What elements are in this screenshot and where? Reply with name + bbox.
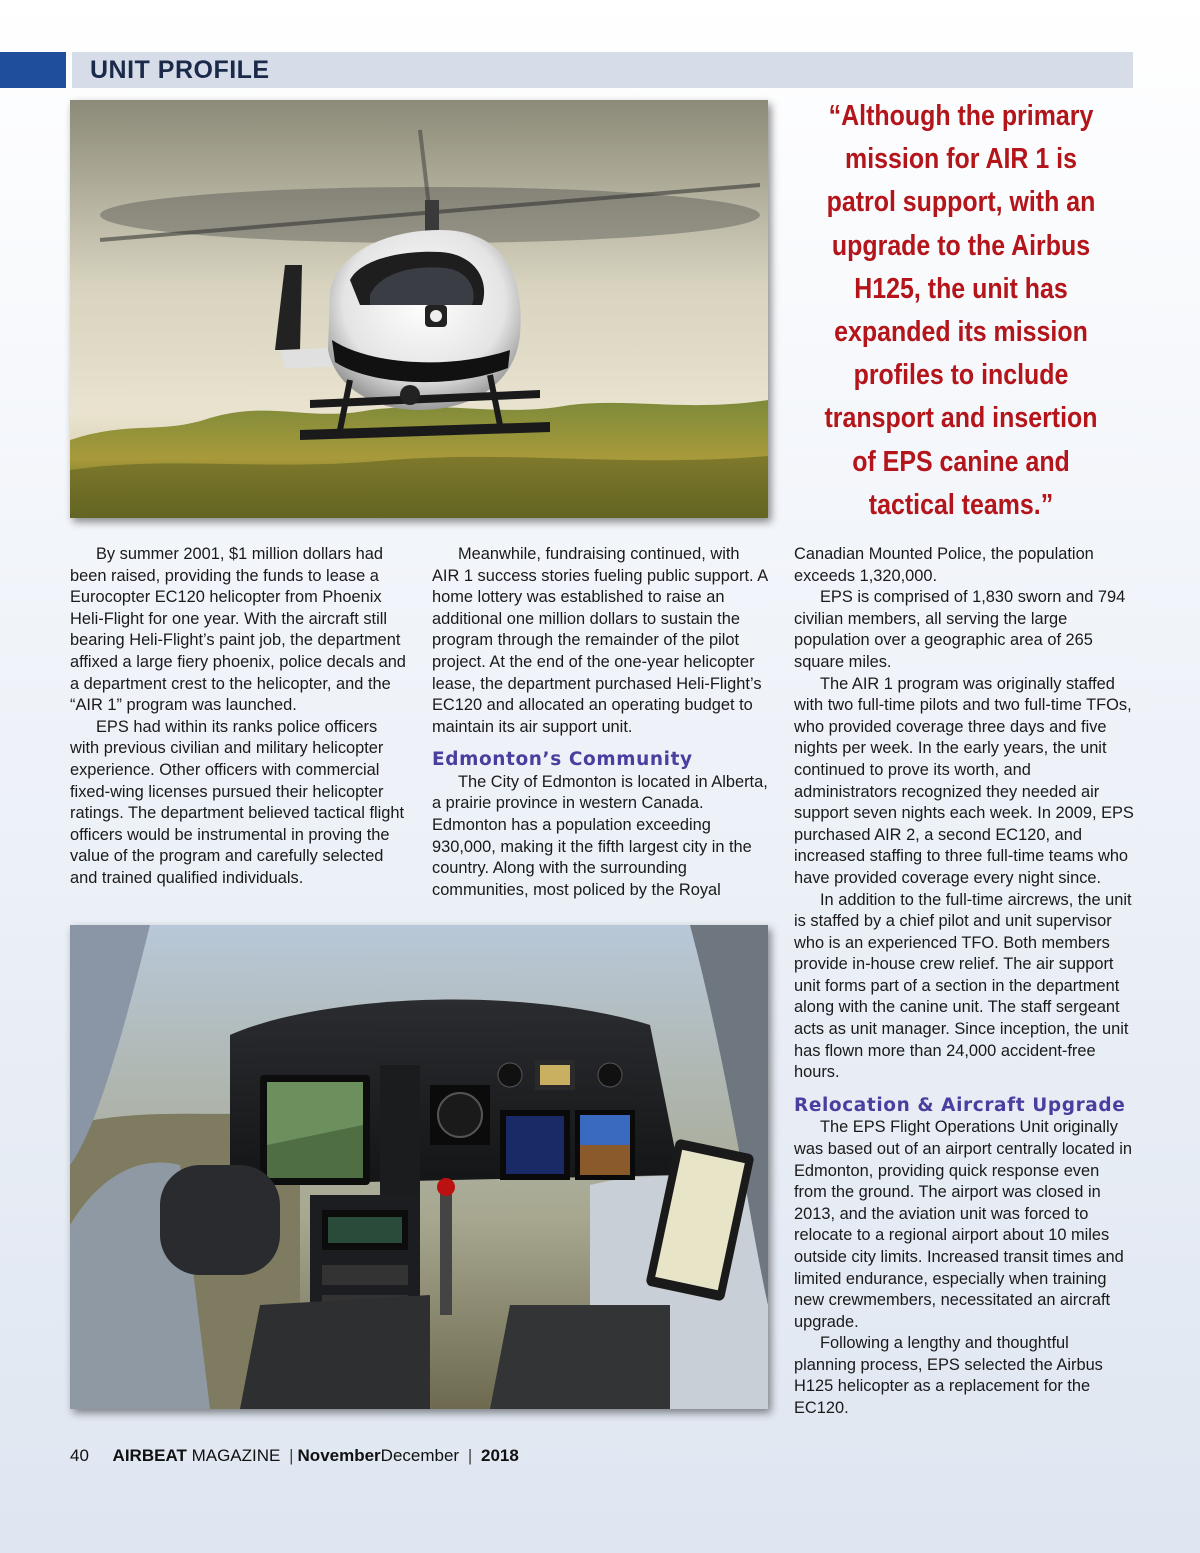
body-paragraph: EPS is comprised of 1,830 sworn and 794 civilian members, all serving the large population over a geographic area of 265 square miles.: [794, 588, 1126, 671]
text-column-2: [432, 544, 770, 901]
text-column-1: [70, 544, 410, 890]
body-paragraph: The City of Edmonton is located in Alberta, a prairie province in western Canada. Edmonton has a population exceeding 930,000, making it the fifth largest city in the country. Along with the surrounding communities, most policed by the Royal: [432, 772, 768, 899]
page-number: 40: [70, 1446, 89, 1465]
body-paragraph: In addition to the full-time aircrews, the unit is staffed by a chief pilot and unit supervisor who is an experienced TFO. Both members provide in-house crew relief. The air support unit forms part of a section in the department along with the canine unit. The staff sergeant acts as unit manager. Since inception, the unit has flown more than 24,000 accident-free hours.: [794, 890, 1132, 1082]
page-footer: [70, 1446, 519, 1466]
issue-month-rest: December: [380, 1446, 460, 1465]
body-paragraph: Canadian Mounted Police, the population exceeds 1,320,000.: [794, 545, 1094, 585]
text-column-3: [794, 544, 1134, 1420]
helicopter-photo: [70, 100, 768, 518]
issue-month-bold: November: [297, 1446, 381, 1465]
body-paragraph: EPS had within its ranks police officers with previous civilian and military helicopter experience. Other officers with commercial fixed-wing licenses pursued their helicopter ratings. The department believed tactical flight officers would be instrumental in proving the value of the program and carefully selected and trained qualified individuals.: [70, 717, 405, 887]
body-paragraph: The EPS Flight Operations Unit originally was based out of an airport centrally located in Edmonton, providing quick response even from the ground. The airport was closed in 2013, and the aviation unit was forced to relocate to a regional airport about 10 miles outside city limits. Increased transit times and limited endurance, especially when training new crewmembers, necessitated an aircraft upgrade.: [794, 1118, 1133, 1331]
magazine-label: MAGAZINE: [191, 1446, 281, 1465]
issue-year: 2018: [480, 1446, 519, 1465]
section-title: UNIT PROFILE: [90, 56, 270, 84]
body-paragraph: The AIR 1 program was originally staffed with two full-time pilots and two full-time TFOs, who provided coverage three days and five nights per week. In the early years, the unit continued to prove its worth, and administrators recognized they needed air support seven nights each week. In 2009, EPS purchased AIR 2, a second EC120, and increased staffing to three full-time teams who have provided coverage every night since.: [794, 674, 1134, 887]
header-accent-block: [0, 52, 66, 88]
body-paragraph: Meanwhile, fundraising continued, with AIR 1 success stories fueling public support. A home lottery was established to raise an additional one million dollars to sustain the program through the remainder of the pilot project. At the end of the one-year helicopter lease, the department purchased Heli-Flight’s EC120 and allocated an operating budget to maintain its air support unit.: [432, 545, 768, 736]
subhead-edmonton-community: Edmonton’s Community: [432, 749, 693, 771]
cockpit-photo: [70, 925, 768, 1409]
body-paragraph: By summer 2001, $1 million dollars had been raised, providing the funds to lease a Eurocopter EC120 helicopter from Phoenix Heli-Flight for one year. With the aircraft still bearing Heli-Flight’s paint job, the department affixed a large fiery phoenix, police decals and a department crest to the helicopter, and the “AIR 1” program was launched.: [70, 545, 406, 715]
section-header: [0, 52, 1133, 88]
magazine-name: AIRBEAT: [112, 1446, 187, 1465]
subhead-relocation-upgrade: Relocation & Aircraft Upgrade: [794, 1094, 1126, 1116]
body-paragraph: Following a lengthy and thoughtful planning process, EPS selected the Airbus H125 helicopter as a replacement for the EC120.: [794, 1334, 1103, 1418]
pull-quote: “Although the primary mission for AIR 1 is patrol support, with an upgrade to the Airbus H125, the unit has expanded its mission profiles to include transport and insertion of EPS canine and tactical teams.”: [824, 100, 1098, 521]
footer-separator: |: [289, 1446, 294, 1465]
footer-separator: |: [467, 1446, 473, 1465]
